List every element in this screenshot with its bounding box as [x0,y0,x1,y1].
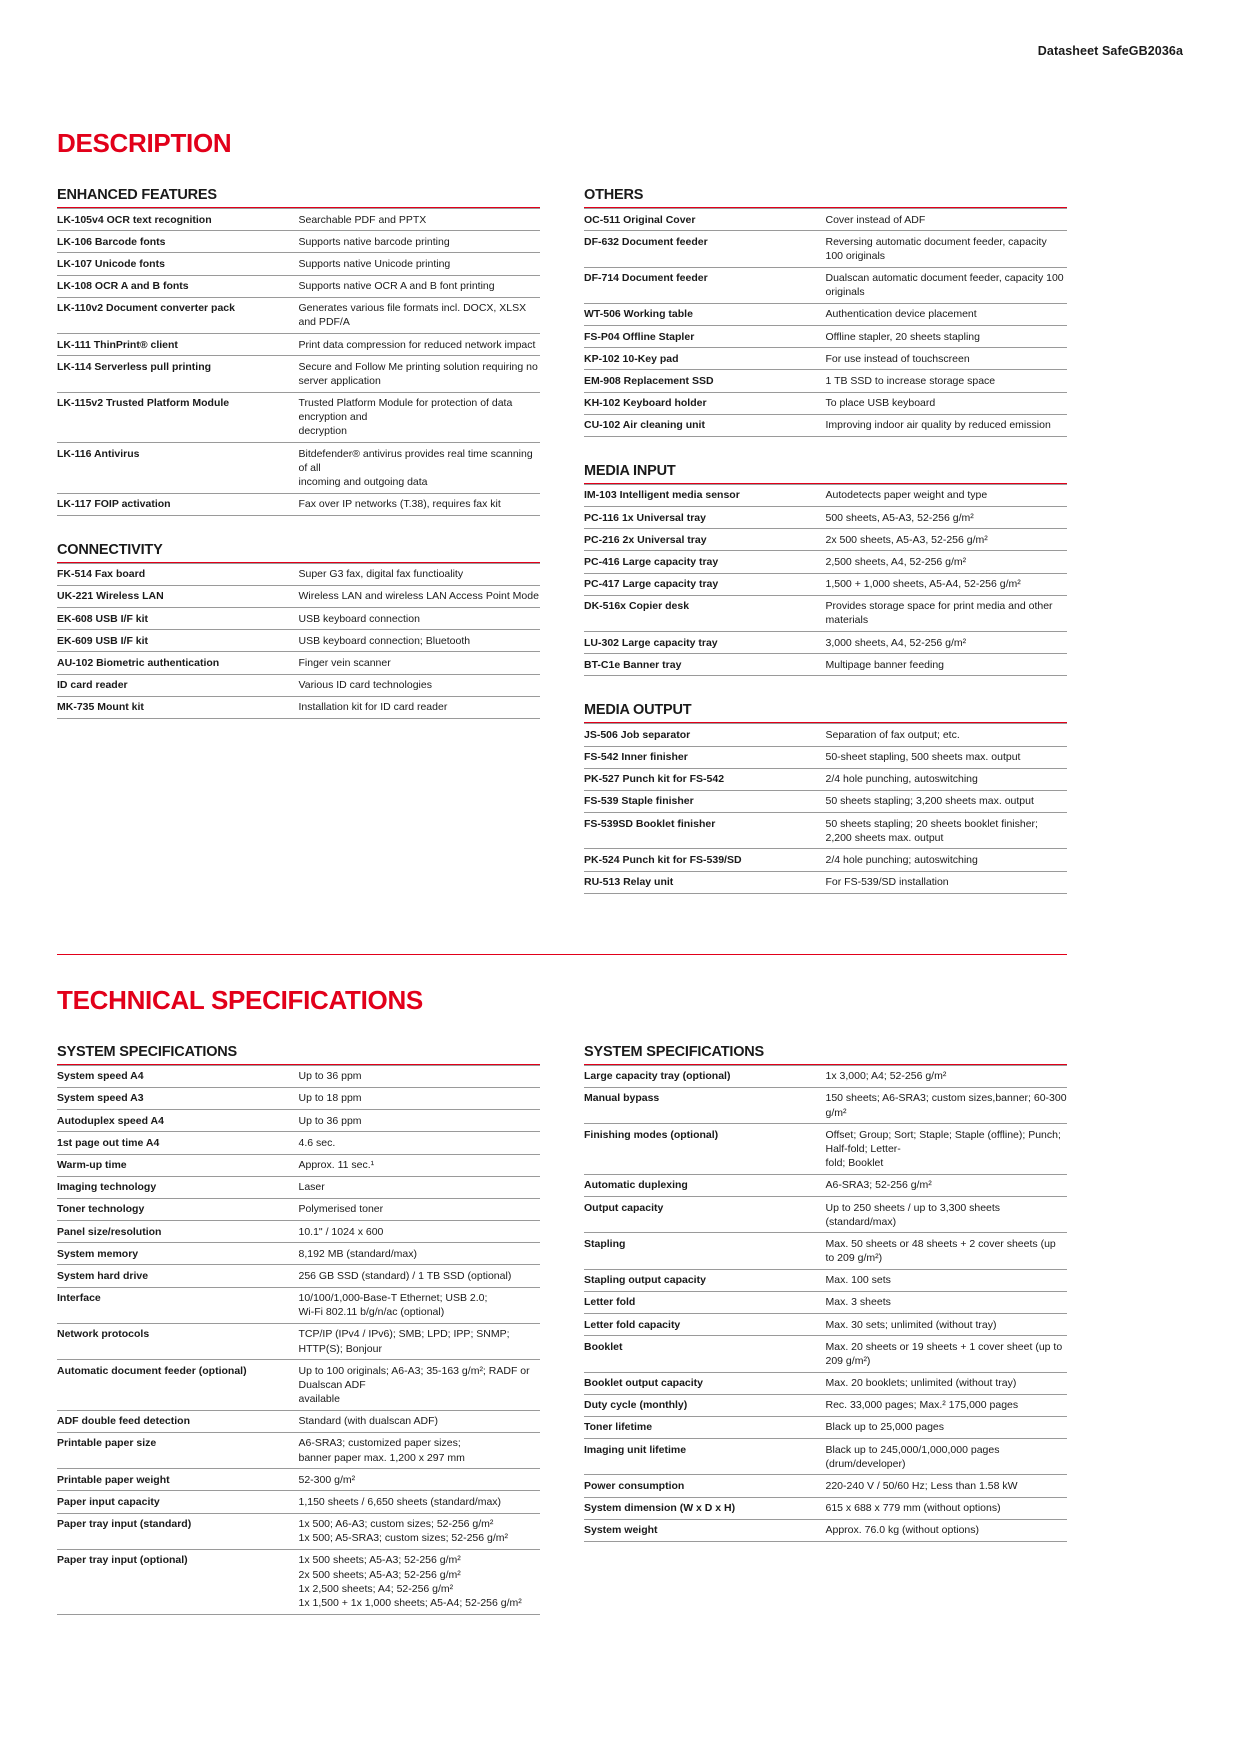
spec-key: ID card reader [57,674,299,696]
table-row [584,303,1067,325]
table-row [57,297,540,333]
spec-block [57,542,540,719]
spec-value: Reversing automatic document feeder, capacity 100 originals [826,231,1068,267]
table-row [584,484,1067,506]
table-row [57,1568,540,1582]
spec-value: 150 sheets; A6-SRA3; custom sizes,banner; 60-300 g/m² [826,1087,1068,1123]
spec-key: UK-221 Wireless LAN [57,585,299,607]
spec-key: FK-514 Fax board [57,563,299,585]
section-divider [57,954,1067,955]
spec-key: Toner lifetime [584,1416,826,1438]
spec-key: Paper input capacity [57,1491,299,1513]
spec-value: Improving indoor air quality by reduced emission [826,414,1068,436]
spec-key: System memory [57,1243,299,1265]
spec-key: LU-302 Large capacity tray [584,632,826,654]
spec-value: 3,000 sheets, A4, 52-256 g/m² [826,632,1068,654]
spec-key: CU-102 Air cleaning unit [584,414,826,436]
spec-key: Network protocols [57,1323,299,1359]
spec-key: FS-P04 Offline Stapler [584,326,826,348]
spec-key: Paper tray input (standard) [57,1518,192,1531]
table-row [57,1323,540,1359]
spec-value: Supports native Unicode printing [299,253,541,275]
spec-key: ADF double feed detection [57,1410,299,1432]
spec-key: Stapling [584,1233,826,1269]
spec-value: Super G3 fax, digital fax functioality [299,563,541,585]
table-row [584,1439,1067,1475]
spec-value: 1x 1,500 + 1x 1,000 sheets; A5-A4; 52-256 g/m² [299,1596,541,1614]
spec-value: 2,200 sheets max. output [826,831,1068,849]
spec-value: 4.6 sec. [299,1132,541,1154]
spec-value: Provides storage space for print media and other materials [826,595,1068,631]
spec-value: Finger vein scanner [299,652,541,674]
spec-value: 256 GB SSD (standard) / 1 TB SSD (optional) [299,1265,541,1287]
table-row [584,1087,1067,1123]
table-row [584,326,1067,348]
spec-value: 50-sheet stapling, 500 sheets max. output [826,746,1068,768]
spec-value: Installation kit for ID card reader [299,696,541,718]
technical-right-column [584,1044,1067,1641]
spec-key: Finishing modes (optional) [584,1128,719,1141]
spec-key: PC-116 1x Universal tray [584,507,826,529]
spec-key: LK-117 FOIP activation [57,493,299,515]
spec-value: 1,500 + 1,000 sheets, A5-A4, 52-256 g/m² [826,573,1068,595]
spec-table [584,722,1067,893]
table-row [584,1497,1067,1519]
spec-value: Searchable PDF and PPTX [299,209,541,231]
spec-value: TCP/IP (IPv4 / IPv6); SMB; LPD; IPP; SNMP; HTTP(S); Bonjour [299,1323,541,1359]
spec-value: Black up to 25,000 pages [826,1416,1068,1438]
spec-value: Supports native OCR A and B font printing [299,275,541,297]
table-row [57,493,540,515]
spec-value: Offline stapler, 20 sheets stapling [826,326,1068,348]
spec-value: Trusted Platform Module for protection of data encryption and [298,397,513,424]
spec-key: 1st page out time A4 [57,1132,299,1154]
table-row [584,370,1067,392]
description-left-column [57,187,540,920]
table-row [584,392,1067,414]
table-row [57,1305,540,1323]
spec-key: System weight [584,1519,826,1541]
spec-value: For use instead of touchscreen [826,348,1068,370]
spec-key: FS-539 Staple finisher [584,790,826,812]
spec-key: Letter fold capacity [584,1314,826,1336]
spec-value: Multipage banner feeding [826,654,1068,676]
table-row [57,1110,540,1132]
spec-key: FS-542 Inner finisher [584,746,826,768]
table-row [57,356,540,392]
spec-value: A6-SRA3; 52-256 g/m² [826,1174,1068,1196]
table-row [584,1269,1067,1291]
table-row [584,1519,1067,1541]
technical-section-title: TECHNICAL SPECIFICATIONS [57,984,423,1015]
spec-block [584,1044,1067,1542]
table-row [57,443,540,475]
table-row [57,475,540,493]
table-row [57,674,540,696]
spec-key: OC-511 Original Cover [584,209,826,231]
spec-key: Automatic document feeder (optional) [57,1364,247,1377]
table-row [57,1221,540,1243]
spec-key: LK-116 Antivirus [57,447,140,460]
spec-block [57,1044,540,1615]
table-row [57,1198,540,1220]
spec-key: System hard drive [57,1265,299,1287]
spec-value: 2/4 hole punching, autoswitching [826,768,1068,790]
spec-value: Wi-Fi 802.11 b/g/n/ac (optional) [299,1305,541,1323]
table-row [584,813,1067,831]
table-row [584,1394,1067,1416]
spec-key: DF-714 Document feeder [584,267,826,303]
spec-block-title: CONNECTIVITY [57,541,163,558]
table-row [584,768,1067,790]
spec-value: 2,500 sheets, A4, 52-256 g/m² [826,551,1068,573]
spec-key: LK-110v2 Document converter pack [57,297,299,333]
table-row [57,1469,540,1491]
spec-value: Approx. 76.0 kg (without options) [826,1519,1068,1541]
spec-block [584,463,1067,677]
spec-key [57,1392,299,1410]
spec-value: 615 x 688 x 779 mm (without options) [826,1497,1068,1519]
table-row [57,1410,540,1432]
spec-value: Max. 50 sheets or 48 sheets + 2 cover sheets (up to 209 g/m²) [826,1233,1068,1269]
spec-value: Approx. 11 sec.¹ [299,1154,541,1176]
spec-value: 1x 500; A5-SRA3; custom sizes; 52-256 g/m² [299,1531,541,1549]
table-row [57,1432,540,1450]
spec-key: Output capacity [584,1197,826,1233]
spec-key: KP-102 10-Key pad [584,348,826,370]
table-row [57,1582,540,1596]
table-row [584,1475,1067,1497]
spec-value: Max. 3 sheets [826,1291,1068,1313]
spec-key: System dimension (W x D x H) [584,1497,826,1519]
spec-value: 1,150 sheets / 6,650 sheets (standard/max) [299,1491,541,1513]
spec-value: Secure and Follow Me printing solution requiring no server application [299,356,541,392]
table-row [57,1154,540,1176]
spec-key: Stapling output capacity [584,1269,826,1291]
spec-key [584,831,826,849]
table-row [584,746,1067,768]
spec-key: LK-108 OCR A and B fonts [57,275,299,297]
table-row [57,585,540,607]
spec-key: Imaging unit lifetime [584,1439,826,1475]
spec-value: Supports native barcode printing [299,231,541,253]
spec-key: LK-105v4 OCR text recognition [57,209,299,231]
spec-key: DF-632 Document feeder [584,231,826,267]
description-right-column [584,187,1067,920]
spec-key: KH-102 Keyboard holder [584,392,826,414]
description-columns [57,187,1067,920]
table-row [584,507,1067,529]
spec-value: available [299,1392,541,1410]
table-row [57,652,540,674]
spec-key: EM-908 Replacement SSD [584,370,826,392]
spec-value: Up to 36 ppm [299,1110,541,1132]
technical-left-column [57,1044,540,1641]
spec-key [57,1531,299,1549]
spec-value: Bitdefender® antivirus provides real time scanning of all [298,447,533,474]
spec-value: For FS-539/SD installation [826,871,1068,893]
spec-key: Booklet [584,1336,826,1372]
table-row [57,563,540,585]
table-row [57,630,540,652]
spec-value: Up to 36 ppm [299,1065,541,1087]
spec-value: Cover instead of ADF [826,209,1068,231]
description-section-title: DESCRIPTION [57,128,232,158]
spec-block [584,702,1067,893]
spec-block-title: MEDIA OUTPUT [584,702,692,719]
table-row [57,1065,540,1087]
spec-value: Polymerised toner [299,1198,541,1220]
spec-key [584,1156,826,1174]
spec-key [57,424,299,442]
spec-key [57,1582,299,1596]
table-row [57,1531,540,1549]
spec-value: 10.1" / 1024 x 600 [299,1221,541,1243]
spec-key: Power consumption [584,1475,826,1497]
spec-block [57,187,540,516]
table-row [584,1416,1067,1438]
spec-value: A6-SRA3; customized paper sizes; [298,1437,461,1450]
table-row [57,392,540,424]
table-row [57,209,540,231]
spec-value: 500 sheets, A5-A3, 52-256 g/m² [826,507,1068,529]
spec-value: 52-300 g/m² [299,1469,541,1491]
table-row [57,1596,540,1614]
table-row [57,1513,540,1531]
spec-key: PK-527 Punch kit for FS-542 [584,768,826,790]
spec-value: 1x 500 sheets; A5-A3; 52-256 g/m² [298,1554,461,1567]
table-row [57,608,540,630]
table-row [584,849,1067,871]
spec-value: Rec. 33,000 pages; Max.² 175,000 pages [826,1394,1068,1416]
table-row [57,334,540,356]
spec-value: Up to 18 ppm [299,1087,541,1109]
spec-key: LK-111 ThinPrint® client [57,334,299,356]
spec-key: WT-506 Working table [584,303,826,325]
table-row [57,253,540,275]
spec-key: Paper tray input (optional) [57,1554,188,1567]
spec-key: DK-516x Copier desk [584,595,826,631]
spec-key: Printable paper weight [57,1469,299,1491]
spec-value: Authentication device placement [826,303,1068,325]
spec-key [57,1305,299,1323]
spec-key: RU-513 Relay unit [584,871,826,893]
spec-value: Wireless LAN and wireless LAN Access Point Mode [299,585,541,607]
spec-key [57,1568,299,1582]
spec-key: System speed A3 [57,1087,299,1109]
spec-key: Printable paper size [57,1437,157,1450]
table-row [57,231,540,253]
table-row [584,267,1067,303]
spec-table [584,207,1067,437]
table-row [584,724,1067,746]
spec-key: PC-417 Large capacity tray [584,573,826,595]
spec-value: 2x 500 sheets, A5-A3, 52-256 g/m² [826,529,1068,551]
spec-key: Automatic duplexing [584,1174,826,1196]
spec-value: USB keyboard connection [299,608,541,630]
table-row [584,231,1067,267]
table-row [57,1392,540,1410]
spec-key: Letter fold [584,1291,826,1313]
spec-key [57,1596,299,1614]
spec-block [584,187,1067,437]
table-row [57,275,540,297]
spec-value: Various ID card technologies [299,674,541,696]
spec-value: Autodetects paper weight and type [826,484,1068,506]
spec-key: System speed A4 [57,1065,299,1087]
spec-value: 10/100/1,000-Base-T Ethernet; USB 2.0; [298,1292,488,1305]
spec-key [57,475,299,493]
spec-table [57,1064,540,1615]
spec-value: 8,192 MB (standard/max) [299,1243,541,1265]
table-row [584,551,1067,573]
spec-value: 1x 2,500 sheets; A4; 52-256 g/m² [298,1582,454,1595]
spec-value: Fax over IP networks (T.38), requires fax kit [299,493,541,515]
table-row [584,1336,1067,1372]
table-row [57,1176,540,1198]
spec-value: incoming and outgoing data [299,475,541,493]
spec-table [584,483,1067,677]
spec-value: 1x 500; A6-A3; custom sizes; 52-256 g/m² [298,1518,494,1531]
table-row [57,1287,540,1305]
spec-value: fold; Booklet [826,1156,1068,1174]
table-row [584,414,1067,436]
spec-value: Offset; Group; Sort; Staple; Staple (offline); Punch; Half-fold; Letter- [825,1128,1061,1155]
spec-key: AU-102 Biometric authentication [57,652,299,674]
spec-key: LK-114 Serverless pull printing [57,356,299,392]
spec-key: Imaging technology [57,1176,299,1198]
document-header-title: Datasheet SafeGB2036a [1037,44,1183,58]
spec-value: Print data compression for reduced network impact [299,334,541,356]
spec-table [584,1064,1067,1542]
spec-key: Booklet output capacity [584,1372,826,1394]
page-content [57,128,1067,1641]
table-row [584,1291,1067,1313]
table-row [584,529,1067,551]
spec-value: Up to 250 sheets / up to 3,300 sheets (standard/max) [826,1197,1068,1233]
spec-value: decryption [299,424,541,442]
spec-table [57,562,540,719]
spec-key: PK-524 Punch kit for FS-539/SD [584,849,826,871]
spec-value: 220-240 V / 50/60 Hz; Less than 1.58 kW [826,1475,1068,1497]
spec-value: Generates various file formats incl. DOCX, XLSX and PDF/A [299,297,541,333]
spec-key: PC-216 2x Universal tray [584,529,826,551]
table-row [584,831,1067,849]
spec-value: Laser [299,1176,541,1198]
spec-value: Max. 20 sheets or 19 sheets + 1 cover sheet (up to 209 g/m²) [826,1336,1068,1372]
spec-key: IM-103 Intelligent media sensor [584,484,826,506]
table-row [584,573,1067,595]
spec-key: MK-735 Mount kit [57,696,299,718]
technical-columns [57,1044,1067,1641]
table-row [584,1197,1067,1233]
spec-value: USB keyboard connection; Bluetooth [299,630,541,652]
table-row [584,209,1067,231]
spec-value: Black up to 245,000/1,000,000 pages (drum/developer) [826,1439,1068,1475]
spec-key: LK-115v2 Trusted Platform Module [57,397,230,410]
table-row [57,696,540,718]
table-row [584,1233,1067,1269]
table-row [57,1087,540,1109]
spec-block-title: MEDIA INPUT [584,462,676,479]
table-row [57,1265,540,1287]
table-row [584,348,1067,370]
table-row [584,632,1067,654]
spec-value: banner paper max. 1,200 x 297 mm [299,1451,541,1469]
spec-key: JS-506 Job separator [584,724,826,746]
table-row [584,595,1067,631]
spec-value: Max. 30 sets; unlimited (without tray) [826,1314,1068,1336]
table-row [57,424,540,442]
spec-key [57,1451,299,1469]
spec-value: Max. 20 booklets; unlimited (without tray) [826,1372,1068,1394]
table-row [57,1451,540,1469]
spec-value: 2x 500 sheets; A5-A3; 52-256 g/m² [298,1568,461,1581]
table-row [584,654,1067,676]
table-row [584,1124,1067,1156]
spec-key: Warm-up time [57,1154,299,1176]
spec-table [57,207,540,516]
table-row [584,790,1067,812]
table-row [57,1491,540,1513]
spec-value: To place USB keyboard [826,392,1068,414]
spec-value: 1 TB SSD to increase storage space [826,370,1068,392]
spec-value: 1x 3,000; A4; 52-256 g/m² [826,1065,1068,1087]
spec-key: LK-106 Barcode fonts [57,231,299,253]
spec-key: EK-609 USB I/F kit [57,630,299,652]
spec-value: Max. 100 sets [826,1269,1068,1291]
table-row [584,1065,1067,1087]
spec-value: Standard (with dualscan ADF) [299,1410,541,1432]
spec-key: Toner technology [57,1198,299,1220]
spec-value: 50 sheets stapling; 20 sheets booklet finisher; [825,817,1038,830]
spec-value: 2/4 hole punching; autoswitching [826,849,1068,871]
table-row [584,1372,1067,1394]
spec-key: Manual bypass [584,1087,826,1123]
table-row [57,1549,540,1567]
spec-value: Up to 100 originals; A6-A3; 35-163 g/m²; RADF or Dualscan ADF [298,1364,530,1391]
spec-block-title: SYSTEM SPECIFICATIONS [584,1043,765,1060]
spec-key: Large capacity tray (optional) [584,1065,826,1087]
table-row [584,1174,1067,1196]
table-row [57,1243,540,1265]
spec-key: FS-539SD Booklet finisher [584,817,716,830]
spec-key: BT-C1e Banner tray [584,654,826,676]
spec-block-title: SYSTEM SPECIFICATIONS [57,1043,238,1060]
table-row [57,1360,540,1392]
table-row [584,871,1067,893]
spec-value: 50 sheets stapling; 3,200 sheets max. output [826,790,1068,812]
spec-key: Duty cycle (monthly) [584,1394,826,1416]
spec-key: LK-107 Unicode fonts [57,253,299,275]
table-row [57,1132,540,1154]
spec-key: Panel size/resolution [57,1221,299,1243]
spec-key: Autoduplex speed A4 [57,1110,299,1132]
spec-value: Separation of fax output; etc. [826,724,1068,746]
table-row [584,1314,1067,1336]
spec-key: Interface [57,1292,101,1305]
spec-key: EK-608 USB I/F kit [57,608,299,630]
spec-value: Dualscan automatic document feeder, capacity 100 originals [826,267,1068,303]
table-row [584,1156,1067,1174]
spec-key: PC-416 Large capacity tray [584,551,826,573]
spec-block-title: ENHANCED FEATURES [57,187,217,203]
spec-block-title: OTHERS [584,187,644,203]
